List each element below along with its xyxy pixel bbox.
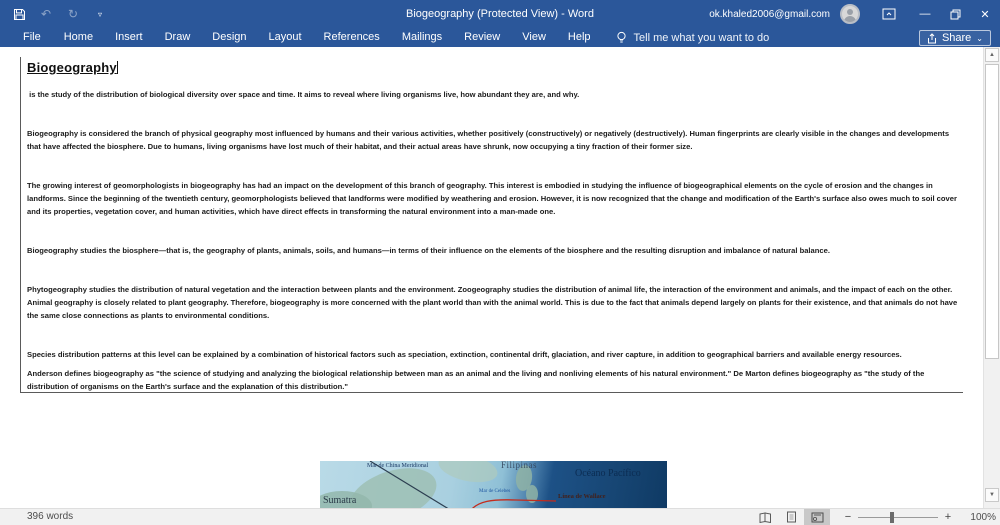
tab-insert[interactable]: Insert — [115, 31, 143, 43]
paragraph: is the study of the distribution of biological diversity over space and time. It aims to reveal where living organisms live, how abundant they are, and why. — [27, 90, 580, 99]
customize-qat-button[interactable] — [91, 5, 109, 23]
share-caret-icon: ⌄ — [976, 33, 983, 43]
statusbar-right-group — [752, 509, 996, 525]
tab-references[interactable]: References — [323, 31, 380, 43]
inline-image-wallace-map[interactable] — [320, 461, 667, 508]
map-label-pacific-ocean: Océano Pacífico — [575, 468, 641, 479]
document-heading: Biogeography — [27, 60, 117, 75]
map-label-filipinas: Filipinas — [501, 461, 538, 470]
zoom-in-icon: + — [944, 511, 952, 523]
paragraph: The growing interest of geomorphologists in biogeography has had an impact on the development of this branch of geography. This interest is embodied in studying the influence of biogeographical elements on the cycle of erosion and the changes in landforms. Since the beginning of the twentieth century, geomorphologists believed that landforms were modified by weathering and erosion. However, it is now recognized that the change and modification of the Earth's surface also owes much to soil cover and its properties, vegetation cover, and human activities, which have direct effects in transforming the natural environment into a man-made one. — [27, 181, 960, 216]
web-layout-icon — [811, 512, 824, 523]
ribbon-display-options-button[interactable] — [874, 0, 904, 28]
heading-row — [27, 59, 963, 77]
zoom-slider-track — [858, 517, 938, 518]
paragraph: Biogeography studies the biosphere—that is, the geography of plants, animals, soils, and humans—in terms of their influence on the elements of the biosphere and the resulting disruption and imbalance of natural balance. — [27, 246, 830, 255]
tab-home[interactable]: Home — [63, 31, 94, 43]
minimize-button[interactable] — [910, 0, 940, 28]
tell-me-button[interactable] — [616, 28, 770, 47]
undo-button[interactable] — [37, 5, 55, 23]
tab-mailings[interactable]: Mailings — [401, 31, 443, 43]
chevron-down-icon: ▿ — [97, 9, 102, 19]
ribbon-display-options-icon — [882, 8, 896, 20]
tab-view[interactable]: View — [522, 31, 546, 43]
tell-me-label: Tell me what you want to do — [633, 31, 770, 44]
avatar[interactable] — [840, 4, 860, 24]
restore-button[interactable] — [940, 0, 970, 28]
scroll-down-button[interactable] — [985, 488, 999, 502]
map-label-south-china-sea: Mar de China Meridional — [367, 463, 429, 469]
zoom-in-button[interactable] — [940, 509, 956, 525]
window-title: Biogeography (Protected View) - Word — [406, 8, 594, 20]
save-icon — [13, 8, 26, 21]
scroll-up-icon: ▲ — [989, 52, 995, 58]
paragraph: Phytogeography studies the distribution of natural vegetation and the interaction between plants and the environment. Zoogeography studies the distribution of animal life, the interaction of the environment and animals, and the impact of each on the other. Animal geography is closely related to plant geography. Therefore, biogeography is more concerned with the plant world than with the animal world. This is due to the fact that animals depend largely on plants for their existence, and that animals do not have the same close connections as plants to environmental conditions. — [27, 285, 960, 320]
avatar-body-icon — [844, 16, 856, 24]
tab-draw[interactable]: Draw — [164, 31, 191, 43]
quick-access-toolbar — [10, 0, 109, 28]
redo-icon: ↻ — [67, 7, 79, 21]
close-icon: ✕ — [980, 8, 990, 21]
zoom-slider[interactable] — [858, 509, 938, 525]
tab-design[interactable]: Design — [212, 31, 247, 43]
tab-review[interactable]: Review — [464, 31, 501, 43]
redo-button[interactable] — [64, 5, 82, 23]
restore-icon — [950, 9, 961, 20]
scroll-down-icon: ▼ — [989, 492, 995, 498]
paragraph: Anderson defines biogeography as "the science of studying and analyzing the biological relationship between man as an animal and the living and nonliving elements of his natural environment." De Marton defines biogeography as "the study of the distribution of organisms on the Earth's surface and the explanation of this distribution." — [27, 369, 927, 391]
titlebar-right-group — [709, 0, 1000, 28]
share-button[interactable] — [919, 30, 991, 46]
document-canvas[interactable] — [0, 47, 983, 508]
read-mode-icon — [759, 512, 772, 523]
tab-layout[interactable]: Layout — [268, 31, 302, 43]
share-label: Share — [941, 32, 972, 44]
account-email[interactable]: ok.khaled2006@gmail.com — [709, 8, 830, 20]
tab-help[interactable]: Help — [567, 31, 591, 43]
share-icon — [927, 33, 937, 44]
vertical-scrollbar[interactable] — [983, 47, 1000, 508]
minimize-icon: — — [919, 8, 931, 20]
word-count[interactable]: 396 words — [27, 511, 74, 522]
paragraph: Biogeography is considered the branch of physical geography most influenced by humans and their various activities, whether positively (constructively) or negatively (destructively). Human fingerprints are clearly visible in the changes and developments that have affected the biosphere. Due to humans, living organisms have lost much of their habitat, and their actual areas have shrunk, now occupying a tiny fraction of their former size. — [27, 129, 952, 151]
print-layout-icon — [786, 511, 797, 523]
print-layout-button[interactable] — [778, 509, 804, 525]
paragraph: Species distribution patterns at this level can be explained by a combination of historical factors such as speciation, extinction, continental drift, glaciation, and river capture, in addition to geographical barriers and available energy resources. — [27, 350, 902, 359]
zoom-level[interactable]: 100% — [970, 511, 996, 523]
map-label-celebes-sea: Mar de Celebes — [479, 489, 511, 494]
web-layout-button[interactable] — [804, 509, 830, 525]
save-button[interactable] — [10, 5, 28, 23]
title-bar — [0, 0, 1000, 28]
avatar-head-icon — [847, 9, 853, 15]
scroll-up-button[interactable] — [985, 48, 999, 62]
ribbon-tab-bar — [0, 28, 1000, 47]
map-label-wallace-line: Línea de Wallace — [558, 493, 606, 500]
read-mode-button[interactable] — [752, 509, 778, 525]
map-label-sumatra: Sumatra — [323, 495, 357, 506]
text-cursor — [117, 61, 118, 74]
document-content — [27, 59, 963, 419]
lightbulb-icon — [616, 31, 627, 45]
zoom-slider-thumb[interactable] — [890, 512, 894, 523]
scrollbar-thumb[interactable] — [985, 64, 999, 359]
close-button[interactable] — [970, 0, 1000, 28]
zoom-out-button[interactable] — [840, 509, 856, 525]
zoom-out-icon: − — [844, 511, 852, 523]
tab-file[interactable]: File — [23, 31, 41, 43]
undo-icon: ↶ — [40, 7, 52, 21]
status-bar — [0, 508, 1000, 525]
